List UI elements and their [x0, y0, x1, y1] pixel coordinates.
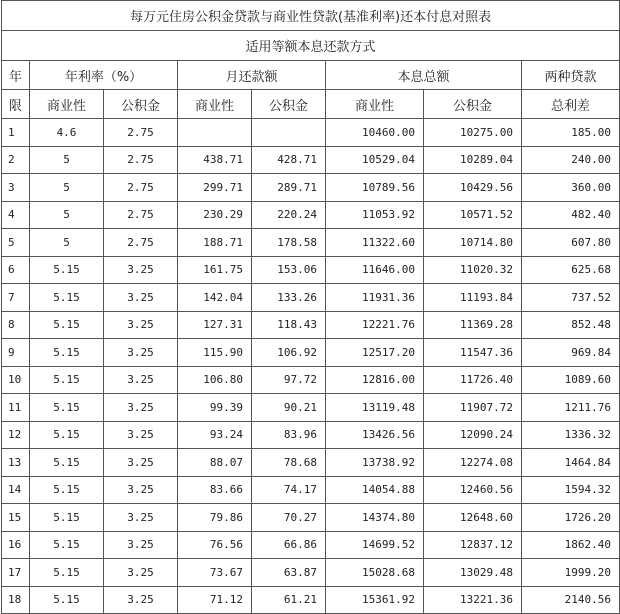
cell-total-commercial: 10789.56: [326, 174, 424, 202]
cell-monthly-commercial: 188.71: [178, 229, 252, 257]
cell-interest-diff: 1089.60: [522, 366, 620, 394]
cell-monthly-commercial: 161.75: [178, 256, 252, 284]
cell-total-commercial: 11053.92: [326, 201, 424, 229]
cell-monthly-commercial: 438.71: [178, 146, 252, 174]
cell-year: 12: [2, 421, 30, 449]
table-row: [2, 504, 620, 532]
cell-total-commercial: 14374.80: [326, 504, 424, 532]
header-row-top: [2, 61, 620, 90]
cell-rate-commercial: 5: [30, 229, 104, 257]
cell-monthly-fund: 428.71: [252, 146, 326, 174]
cell-rate-commercial: 5.15: [30, 284, 104, 312]
cell-total-commercial: 15028.68: [326, 559, 424, 587]
cell-total-commercial: 12816.00: [326, 366, 424, 394]
cell-interest-diff: 185.00: [522, 119, 620, 147]
cell-interest-diff: 1862.40: [522, 531, 620, 559]
cell-rate-fund: 3.25: [104, 284, 178, 312]
cell-monthly-fund: 66.86: [252, 531, 326, 559]
cell-total-fund: 10289.04: [424, 146, 522, 174]
cell-rate-commercial: 5.15: [30, 504, 104, 532]
table-row: [2, 339, 620, 367]
table-row: [2, 421, 620, 449]
cell-rate-fund: 3.25: [104, 559, 178, 587]
cell-rate-fund: 2.75: [104, 229, 178, 257]
header-total-commercial: 商业性: [326, 90, 424, 119]
cell-rate-fund: 2.75: [104, 201, 178, 229]
cell-total-fund: 12274.08: [424, 449, 522, 477]
cell-total-fund: 10714.80: [424, 229, 522, 257]
cell-total-fund: 13029.48: [424, 559, 522, 587]
table-body: [2, 1, 620, 614]
header-row-bottom: [2, 90, 620, 119]
cell-total-fund: 10429.56: [424, 174, 522, 202]
table-row: [2, 229, 620, 257]
cell-total-commercial: 13426.56: [326, 421, 424, 449]
cell-total-fund: 10275.00: [424, 119, 522, 147]
cell-year: 13: [2, 449, 30, 477]
cell-monthly-fund: 118.43: [252, 311, 326, 339]
table-row: [2, 311, 620, 339]
header-total-fund: 公积金: [424, 90, 522, 119]
subtitle-row: [2, 31, 620, 61]
loan-comparison-table: [1, 0, 620, 614]
cell-interest-diff: 1594.32: [522, 476, 620, 504]
cell-total-fund: 10571.52: [424, 201, 522, 229]
cell-rate-fund: 3.25: [104, 366, 178, 394]
cell-rate-commercial: 5.15: [30, 559, 104, 587]
cell-monthly-commercial: 88.07: [178, 449, 252, 477]
cell-total-commercial: 11646.00: [326, 256, 424, 284]
cell-rate-fund: 3.25: [104, 394, 178, 422]
cell-monthly-fund: 61.21: [252, 586, 326, 614]
cell-interest-diff: 607.80: [522, 229, 620, 257]
header-diff-top: 两种贷款: [522, 61, 620, 90]
table-row: [2, 146, 620, 174]
table-row: [2, 256, 620, 284]
cell-total-commercial: 13738.92: [326, 449, 424, 477]
cell-rate-commercial: 5.15: [30, 394, 104, 422]
cell-monthly-commercial: 127.31: [178, 311, 252, 339]
table-row: [2, 476, 620, 504]
header-monthly-fund: 公积金: [252, 90, 326, 119]
cell-year: 14: [2, 476, 30, 504]
cell-rate-commercial: 5.15: [30, 339, 104, 367]
cell-year: 18: [2, 586, 30, 614]
cell-monthly-fund: 178.58: [252, 229, 326, 257]
cell-total-fund: 11907.72: [424, 394, 522, 422]
cell-total-fund: 11020.32: [424, 256, 522, 284]
cell-monthly-fund: 97.72: [252, 366, 326, 394]
table-row: [2, 366, 620, 394]
cell-rate-commercial: 5.15: [30, 476, 104, 504]
cell-year: 1: [2, 119, 30, 147]
table-row: [2, 531, 620, 559]
cell-year: 2: [2, 146, 30, 174]
cell-year: 4: [2, 201, 30, 229]
cell-rate-fund: 2.75: [104, 119, 178, 147]
header-year-bottom: 限: [2, 90, 30, 119]
cell-total-commercial: 11931.36: [326, 284, 424, 312]
cell-interest-diff: 1726.20: [522, 504, 620, 532]
header-diff-bottom: 总利差: [522, 90, 620, 119]
cell-year: 16: [2, 531, 30, 559]
cell-monthly-fund: 289.71: [252, 174, 326, 202]
cell-monthly-commercial: 73.67: [178, 559, 252, 587]
cell-total-commercial: 10460.00: [326, 119, 424, 147]
cell-year: 6: [2, 256, 30, 284]
cell-monthly-commercial: 83.66: [178, 476, 252, 504]
cell-monthly-commercial: 142.04: [178, 284, 252, 312]
cell-rate-fund: 3.25: [104, 476, 178, 504]
cell-interest-diff: 1999.20: [522, 559, 620, 587]
cell-monthly-fund: 70.27: [252, 504, 326, 532]
table-row: [2, 559, 620, 587]
cell-rate-commercial: 5.15: [30, 366, 104, 394]
cell-total-fund: 11369.28: [424, 311, 522, 339]
table-subtitle: 适用等额本息还款方式: [2, 31, 620, 61]
cell-monthly-commercial: 93.24: [178, 421, 252, 449]
cell-year: 11: [2, 394, 30, 422]
cell-rate-commercial: 4.6: [30, 119, 104, 147]
cell-monthly-fund: 78.68: [252, 449, 326, 477]
cell-monthly-fund: 153.06: [252, 256, 326, 284]
title-row: [2, 1, 620, 31]
cell-rate-fund: 3.25: [104, 504, 178, 532]
cell-rate-fund: 3.25: [104, 421, 178, 449]
cell-rate-fund: 2.75: [104, 174, 178, 202]
table-row: [2, 201, 620, 229]
cell-year: 3: [2, 174, 30, 202]
cell-monthly-commercial: 71.12: [178, 586, 252, 614]
cell-monthly-commercial: 99.39: [178, 394, 252, 422]
cell-total-commercial: 13119.48: [326, 394, 424, 422]
cell-rate-fund: 3.25: [104, 586, 178, 614]
cell-rate-fund: 3.25: [104, 531, 178, 559]
cell-rate-commercial: 5.15: [30, 311, 104, 339]
cell-monthly-fund: 63.87: [252, 559, 326, 587]
cell-total-fund: 12460.56: [424, 476, 522, 504]
cell-total-fund: 12090.24: [424, 421, 522, 449]
cell-interest-diff: 625.68: [522, 256, 620, 284]
cell-monthly-fund: 74.17: [252, 476, 326, 504]
table-row: [2, 394, 620, 422]
table-row: [2, 284, 620, 312]
cell-rate-commercial: 5.15: [30, 586, 104, 614]
cell-rate-commercial: 5: [30, 174, 104, 202]
cell-rate-commercial: 5.15: [30, 449, 104, 477]
header-monthly-commercial: 商业性: [178, 90, 252, 119]
cell-monthly-commercial: 299.71: [178, 174, 252, 202]
cell-year: 15: [2, 504, 30, 532]
cell-monthly-fund: 90.21: [252, 394, 326, 422]
cell-total-fund: 12648.60: [424, 504, 522, 532]
cell-rate-commercial: 5.15: [30, 256, 104, 284]
header-year-top: 年: [2, 61, 30, 90]
cell-total-fund: 13221.36: [424, 586, 522, 614]
cell-interest-diff: 360.00: [522, 174, 620, 202]
cell-total-fund: 12837.12: [424, 531, 522, 559]
cell-monthly-fund: 83.96: [252, 421, 326, 449]
cell-interest-diff: 2140.56: [522, 586, 620, 614]
cell-total-fund: 11193.84: [424, 284, 522, 312]
cell-total-commercial: 11322.60: [326, 229, 424, 257]
cell-year: 8: [2, 311, 30, 339]
cell-monthly-fund: 106.92: [252, 339, 326, 367]
table-row: [2, 174, 620, 202]
cell-total-commercial: 12221.76: [326, 311, 424, 339]
cell-total-commercial: 14054.88: [326, 476, 424, 504]
cell-interest-diff: 482.40: [522, 201, 620, 229]
cell-interest-diff: 240.00: [522, 146, 620, 174]
table-title: 每万元住房公积金贷款与商业性贷款(基准利率)还本付息对照表: [2, 1, 620, 31]
header-rate-commercial: 商业性: [30, 90, 104, 119]
cell-interest-diff: 1211.76: [522, 394, 620, 422]
cell-rate-fund: 3.25: [104, 256, 178, 284]
header-monthly-payment: 月还款额: [178, 61, 326, 90]
cell-monthly-commercial: [178, 119, 252, 147]
cell-monthly-commercial: 230.29: [178, 201, 252, 229]
cell-monthly-commercial: 106.80: [178, 366, 252, 394]
cell-year: 9: [2, 339, 30, 367]
cell-monthly-commercial: 115.90: [178, 339, 252, 367]
cell-interest-diff: 737.52: [522, 284, 620, 312]
cell-monthly-fund: 220.24: [252, 201, 326, 229]
cell-interest-diff: 1336.32: [522, 421, 620, 449]
cell-rate-commercial: 5: [30, 201, 104, 229]
table-row: [2, 449, 620, 477]
cell-rate-fund: 2.75: [104, 146, 178, 174]
cell-total-fund: 11726.40: [424, 366, 522, 394]
cell-monthly-fund: [252, 119, 326, 147]
cell-monthly-fund: 133.26: [252, 284, 326, 312]
cell-rate-commercial: 5: [30, 146, 104, 174]
cell-monthly-commercial: 79.86: [178, 504, 252, 532]
cell-interest-diff: 1464.84: [522, 449, 620, 477]
cell-year: 17: [2, 559, 30, 587]
cell-total-commercial: 10529.04: [326, 146, 424, 174]
cell-total-commercial: 12517.20: [326, 339, 424, 367]
cell-monthly-commercial: 76.56: [178, 531, 252, 559]
cell-year: 7: [2, 284, 30, 312]
cell-rate-fund: 3.25: [104, 449, 178, 477]
cell-rate-commercial: 5.15: [30, 421, 104, 449]
cell-total-commercial: 14699.52: [326, 531, 424, 559]
header-total-amount: 本息总额: [326, 61, 522, 90]
cell-interest-diff: 969.84: [522, 339, 620, 367]
cell-total-commercial: 15361.92: [326, 586, 424, 614]
cell-rate-fund: 3.25: [104, 339, 178, 367]
cell-interest-diff: 852.48: [522, 311, 620, 339]
table-row: [2, 119, 620, 147]
header-rate-fund: 公积金: [104, 90, 178, 119]
cell-year: 10: [2, 366, 30, 394]
cell-rate-commercial: 5.15: [30, 531, 104, 559]
cell-year: 5: [2, 229, 30, 257]
cell-rate-fund: 3.25: [104, 311, 178, 339]
cell-total-fund: 11547.36: [424, 339, 522, 367]
header-annual-rate: 年利率（%）: [30, 61, 178, 90]
